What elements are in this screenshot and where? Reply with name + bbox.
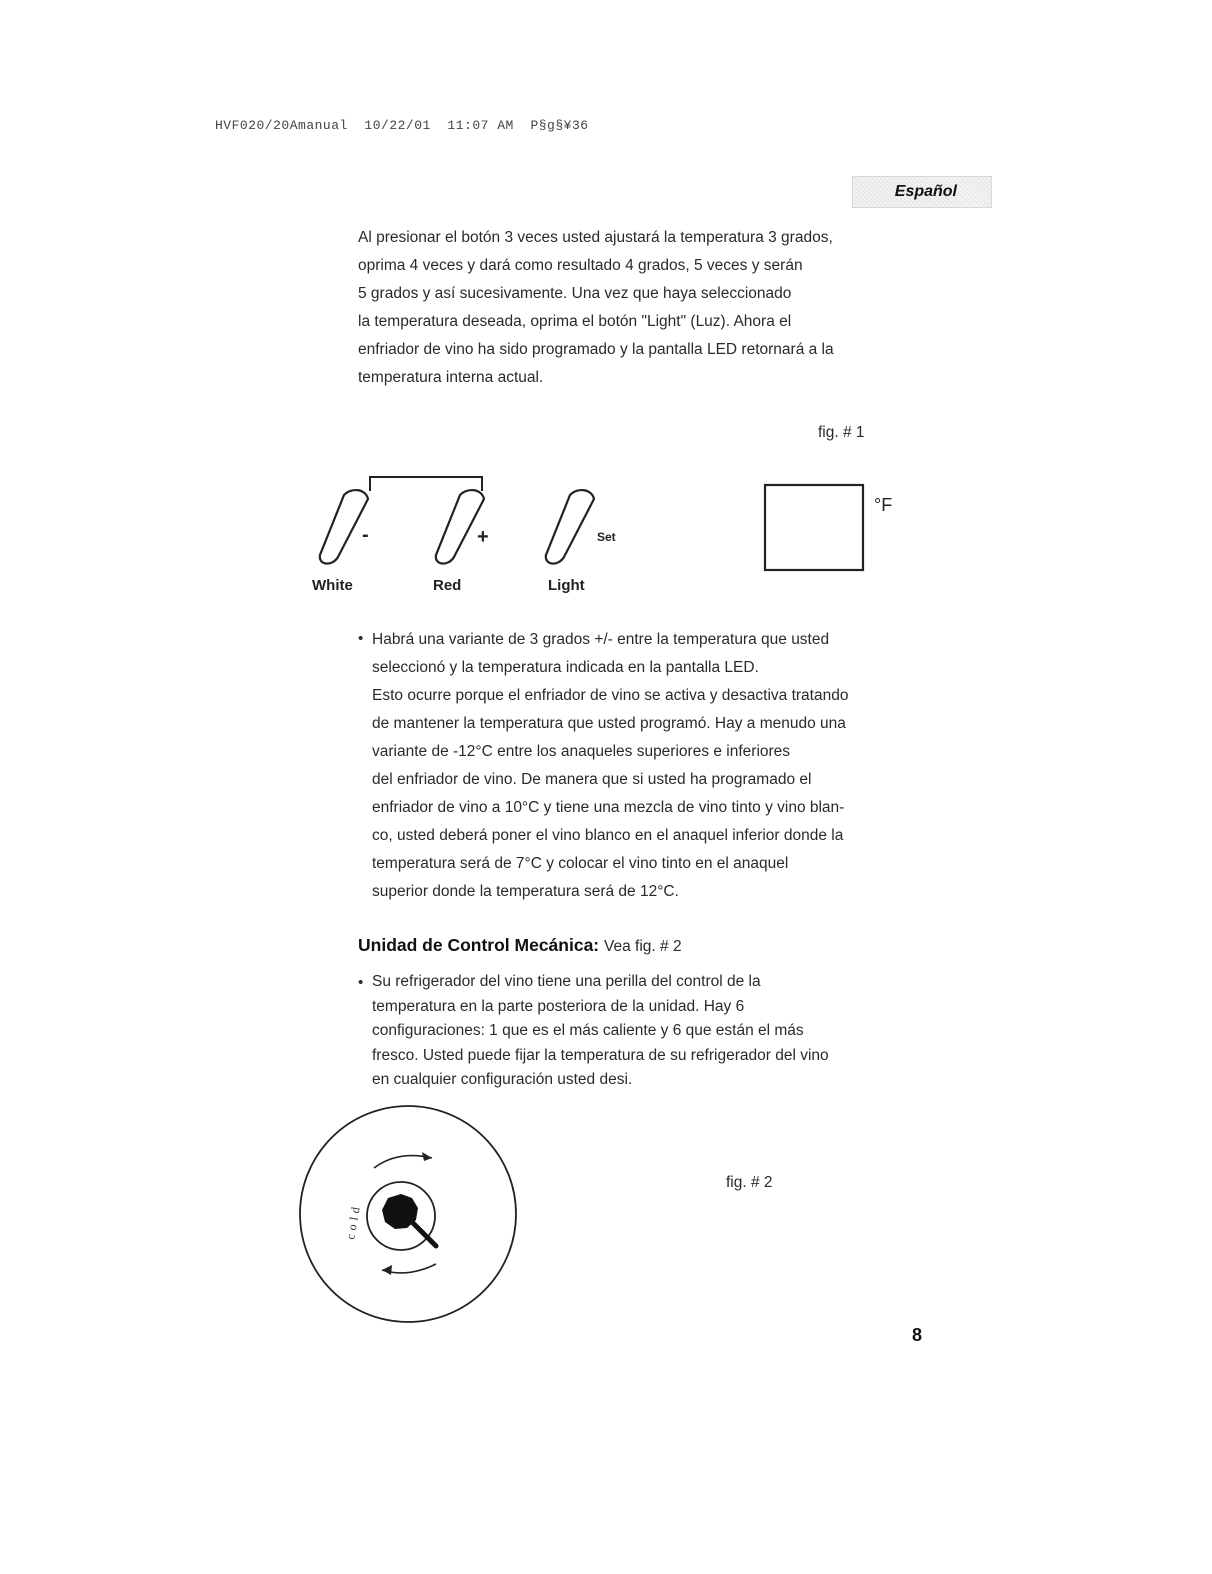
button-symbol: + [477,526,489,548]
button-label: Red [433,577,462,594]
text-line: fresco. Usted puede fijar la temperatura de su refrigerador del vino [372,1046,829,1064]
mechanical-control-paragraph [372,970,829,1093]
text-line: temperatura en la parte posteriora de la unidad. Hay 6 [372,997,745,1015]
led-display [765,485,892,570]
intro-paragraph [358,224,834,392]
text-line: 5 grados y así sucesivamente. Una vez que haya seleccionado [358,285,792,302]
text-line: temperatura interna actual. [358,369,544,386]
display-unit: °F [874,495,893,515]
figure1-caption: fig. # 1 [818,424,865,441]
text-line: seleccionó y la temperatura indicada en la pantalla LED. [372,659,759,676]
figure2-caption: fig. # 2 [726,1174,773,1191]
button-symbol: Set [597,530,616,544]
text-line: oprima 4 veces y dará como resultado 4 grados, 5 veces y serán [358,257,803,274]
red-plus-button [433,490,489,594]
file-info-header: HVF020/20Amanual 10/22/01 11:07 AM P§g§¥36 [215,118,589,133]
light-set-button [546,490,616,594]
text-line: enfriador de vino a 10°C y tiene una mezcla de vino tinto y vino blan- [372,799,845,816]
text-line: la temperatura deseada, oprima el botón "Light" (Luz). Ahora el [358,313,792,330]
language-tab [852,176,992,208]
variance-paragraph [372,626,848,906]
language-label: Español [894,183,957,200]
text-line: Su refrigerador del vino tiene una perilla del control de la [372,973,761,990]
text-line: de mantener la temperatura que usted programó. Hay a menudo una [372,715,846,732]
text-line: enfriador de vino ha sido programado y la pantalla LED retornará a la [358,341,834,358]
section-heading [358,935,682,956]
text-line: superior donde la temperatura será de 12°C. [372,883,679,900]
text-line: temperatura será de 7°C y colocar el vino tinto en el anaquel [372,855,789,872]
text-line: Al presionar el botón 3 veces usted ajustará la temperatura 3 grados, [358,229,833,246]
text-line: Habrá una variante de 3 grados +/- entre la temperatura que usted [372,631,830,648]
bracket-line [370,477,482,491]
button-label: Light [548,577,585,594]
white-minus-button [312,490,369,594]
button-symbol: - [362,524,369,546]
figure-reference: Vea fig. # 2 [604,938,682,955]
control-dial-figure [296,1098,520,1326]
dial-label: cold [343,1201,364,1241]
text-line: Esto ocurre porque el enfriador de vino se activa y desactiva tratando [372,687,849,704]
bullet-marker: • [358,974,364,991]
text-line: en cualquier configuración usted desi. [372,1071,633,1088]
control-panel-figure [300,465,920,605]
text-line: del enfriador de vino. De manera que si usted ha programado el [372,771,812,788]
page-number: 8 [912,1325,923,1345]
text-line: variante de -12°C entre los anaqueles superiores e inferiores [372,743,791,760]
bullet-marker: • [358,630,364,647]
section-title: Unidad de Control Mecánica: [358,935,600,955]
text-line: co, usted deberá poner el vino blanco en el anaquel inferior donde la [372,827,844,844]
text-line: configuraciones: 1 que es el más caliente y 6 que están el más [372,1022,804,1039]
button-label: White [312,577,353,594]
